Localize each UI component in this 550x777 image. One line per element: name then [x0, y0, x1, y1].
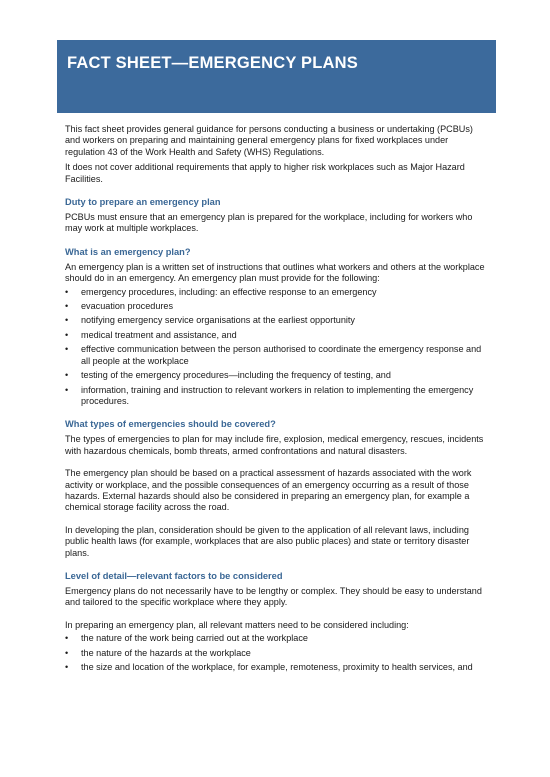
types-paragraph-1: The types of emergencies to plan for may include fire, explosion, medical emergency, rescues, incidents with hazardous chemicals, bomb threats, armed confrontations and natural disasters.: [65, 434, 484, 456]
types-paragraph-2: The emergency plan should be based on a practical assessment of hazards associated with the work activity or workplace, and the possible consequences of an emergency occurring as a result of those hazards. External hazards should also be considered in preparing an emergency plan, for example a chemical storage facility across the road.: [65, 468, 472, 513]
page-title: FACT SHEET—EMERGENCY PLANS: [67, 54, 358, 72]
list-item: • the nature of the work being carried out at the workplace: [65, 633, 490, 644]
detail-paragraph-2: In preparing an emergency plan, all relevant matters need to be considered including:: [65, 619, 409, 630]
list-item: • the size and location of the workplace, for example, remoteness, proximity to health services, and: [65, 662, 490, 673]
list-item: • emergency procedures, including: an effective response to an emergency: [65, 287, 490, 298]
list-item: • testing of the emergency procedures—including the frequency of testing, and: [65, 370, 490, 381]
duty-paragraph-1: PCBUs must ensure that an emergency plan is prepared for the workplace, including for workers who may work at multiple workplaces.: [65, 212, 473, 234]
list-item: • effective communication between the person authorised to coordinate the emergency response and all people at the workplace: [65, 344, 490, 367]
list-item: • notifying emergency service organisations at the earliest opportunity: [65, 315, 490, 326]
section-heading-detail: Level of detail—relevant factors to be considered: [65, 570, 283, 581]
section-heading-what-is: What is an emergency plan?: [65, 246, 191, 257]
list-item: • information, training and instruction to relevant workers in relation to implementing the emergency procedures.: [65, 385, 490, 408]
detail-paragraph-1: Emergency plans do not necessarily have to be lengthy or complex. They should be easy to understand and tailored to the specific workplace where they apply.: [65, 585, 482, 608]
relevant-matters-list: [65, 633, 490, 673]
what-is-paragraph-1: An emergency plan is a written set of instructions that outlines what workers and others at the workplace should do in an emergency. An emergency plan must provide for the following:: [65, 261, 485, 284]
list-item: • evacuation procedures: [65, 301, 490, 312]
section-heading-types: What types of emergencies should be covered?: [65, 419, 276, 430]
title-banner: [57, 40, 496, 113]
types-paragraph-3: In developing the plan, consideration should be given to the application of all relevant laws, including public health laws (for example, workplaces that are also public places) and state or territory disaster plans.: [65, 524, 470, 558]
section-heading-duty: Duty to prepare an emergency plan: [65, 197, 221, 208]
emergency-plan-requirements-list: [65, 287, 490, 408]
list-item: • medical treatment and assistance, and: [65, 330, 490, 341]
list-item: • the nature of the hazards at the workplace: [65, 648, 490, 659]
intro-paragraph-2: It does not cover additional requirements that apply to higher risk workplaces such as Major Hazard Facilities.: [65, 162, 465, 184]
intro-paragraph-1: This fact sheet provides general guidance for persons conducting a business or undertaking (PCBUs) and workers on preparing and maintaining general emergency plans for fixed workplaces under regulation 43 of the Work Health and Safety (WHS) Regulations.: [65, 124, 473, 157]
document-body: [65, 124, 490, 677]
